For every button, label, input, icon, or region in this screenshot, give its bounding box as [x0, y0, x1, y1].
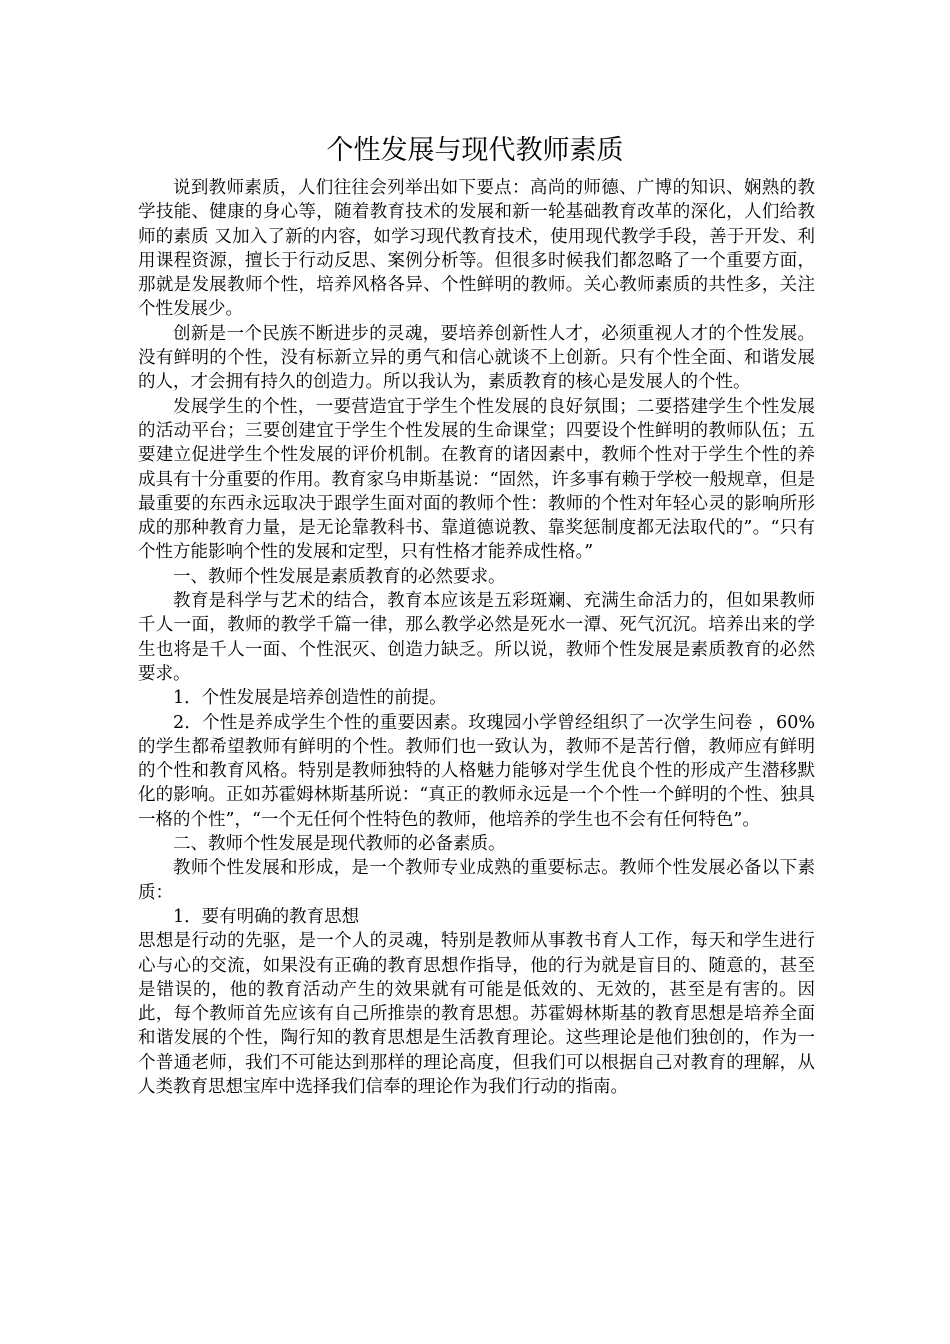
section-heading-2: 二、教师个性发展是现代教师的必备素质。 — [173, 834, 506, 855]
list-item-education-thought: 1．要有明确的教育思想 — [173, 906, 360, 927]
list-item-1: 1．个性发展是培养创造性的前提。 — [173, 688, 447, 709]
paragraph-student-personality: 发展学生的个性，一要营造宜于学生个性发展的良好氛围；二要搭建学生个性发展的活动平台；三要创建宜于学生个性发展的生命课堂；四要设个性鲜明的教师队伍；五要建立促进学生个性发展的评价机制。在教育的诸因素中，教师个性对于学生个性的养成具有十分重要的作用。教育家乌申斯基说：“固然，许多事有赖于学校一般规章，但是最重要的东西永远取决于跟学生面对面的教师个性：教师的个性对年轻心灵的影响所形成的那种教育力量，是无论靠教科书、靠道德说教、靠奖惩制度都无法取代的”。“只有个性方能影响个性的发展和定型，只有性格才能养成性格。” — [138, 396, 815, 563]
paragraph-innovation: 创新是一个民族不断进步的灵魂，要培养创新性人才，必须重视人才的个性发展。没有鲜明的个性，没有标新立异的勇气和信心就谈不上创新。只有个性全面、和谐发展的人，才会拥有持久的创造力。所以我认为，素质教育的核心是发展人的个性。 — [138, 323, 815, 393]
section-heading-1: 一、教师个性发展是素质教育的必然要求。 — [173, 566, 506, 587]
paragraph-intro: 说到教师素质，人们往往会列举出如下要点：高尚的师德、广博的知识、娴熟的教学技能、健康的身心等，随着教育技术的发展和新一轮基础教育改革的深化，人们给教师的素质 又加入了新的内容，如学习现代教育技术，使用现代教学手段，善于开发、利用课程资源，擅长于行动反思、案例分析等。但很多时候我们都忽略了一个重要方面，那就是发展教师个性，培养风格各异、个性鲜明的教师。关心教师素质的共性多，关注个性发展少。 — [138, 178, 815, 320]
paragraph-teacher-maturity: 教师个性发展和形成，是一个教师专业成熟的重要标志。教师个性发展必备以下素质： — [138, 858, 815, 903]
list-item-2: 2．个性是养成学生个性的重要因素。玫瑰园小学曾经组织了一次学生问卷 ，60%的学生都希望教师有鲜明的个性。教师们也一致认为，教师不是苦行僧，教师应有鲜明的个性和教育风格。特别是教师独特的人格魅力能够对学生优良个性的形成产生潜移默化的影响。正如苏霍姆林斯基所说：“真正的教师永远是一个个性一个鲜明的个性、独具一格的个性”，“一个无任何个性特色的教师，他培养的学生也不会有任何特色”。 — [138, 712, 815, 830]
paragraph-thought-guide: 思想是行动的先驱，是一个人的灵魂，特别是教师从事教书育人工作，每天和学生进行心与心的交流，如果没有正确的教育思想作指导，他的行为就是盲目的、随意的，甚至是错误的，他的教育活动产生的效果就有可能是低效的、无效的，甚至是有害的。因此，每个教师首先应该有自己所推崇的教育思想。苏霍姆林斯基的教育思想是培养全面和谐发展的个性，陶行知的教育思想是生活教育理论。这些理论是他们独创的，作为一个普通老师，我们不可能达到那样的理论高度，但我们可以根据自己对教育的理解，从人类教育思想宝库中选择我们信奉的理论作为我们行动的指南。 — [138, 931, 815, 1097]
paragraph-education-art: 教育是科学与艺术的结合，教育本应该是五彩斑斓、充满生命活力的，但如果教师千人一面，教师的教学千篇一律，那么教学必然是死水一潭、死气沉沉。培养出来的学生也将是千人一面、个性泯灭、创造力缺乏。所以说，教师个性发展是素质教育的必然要求。 — [138, 591, 815, 684]
document-title: 个性发展与现代教师素质 — [326, 135, 624, 166]
document-body — [138, 176, 815, 1099]
